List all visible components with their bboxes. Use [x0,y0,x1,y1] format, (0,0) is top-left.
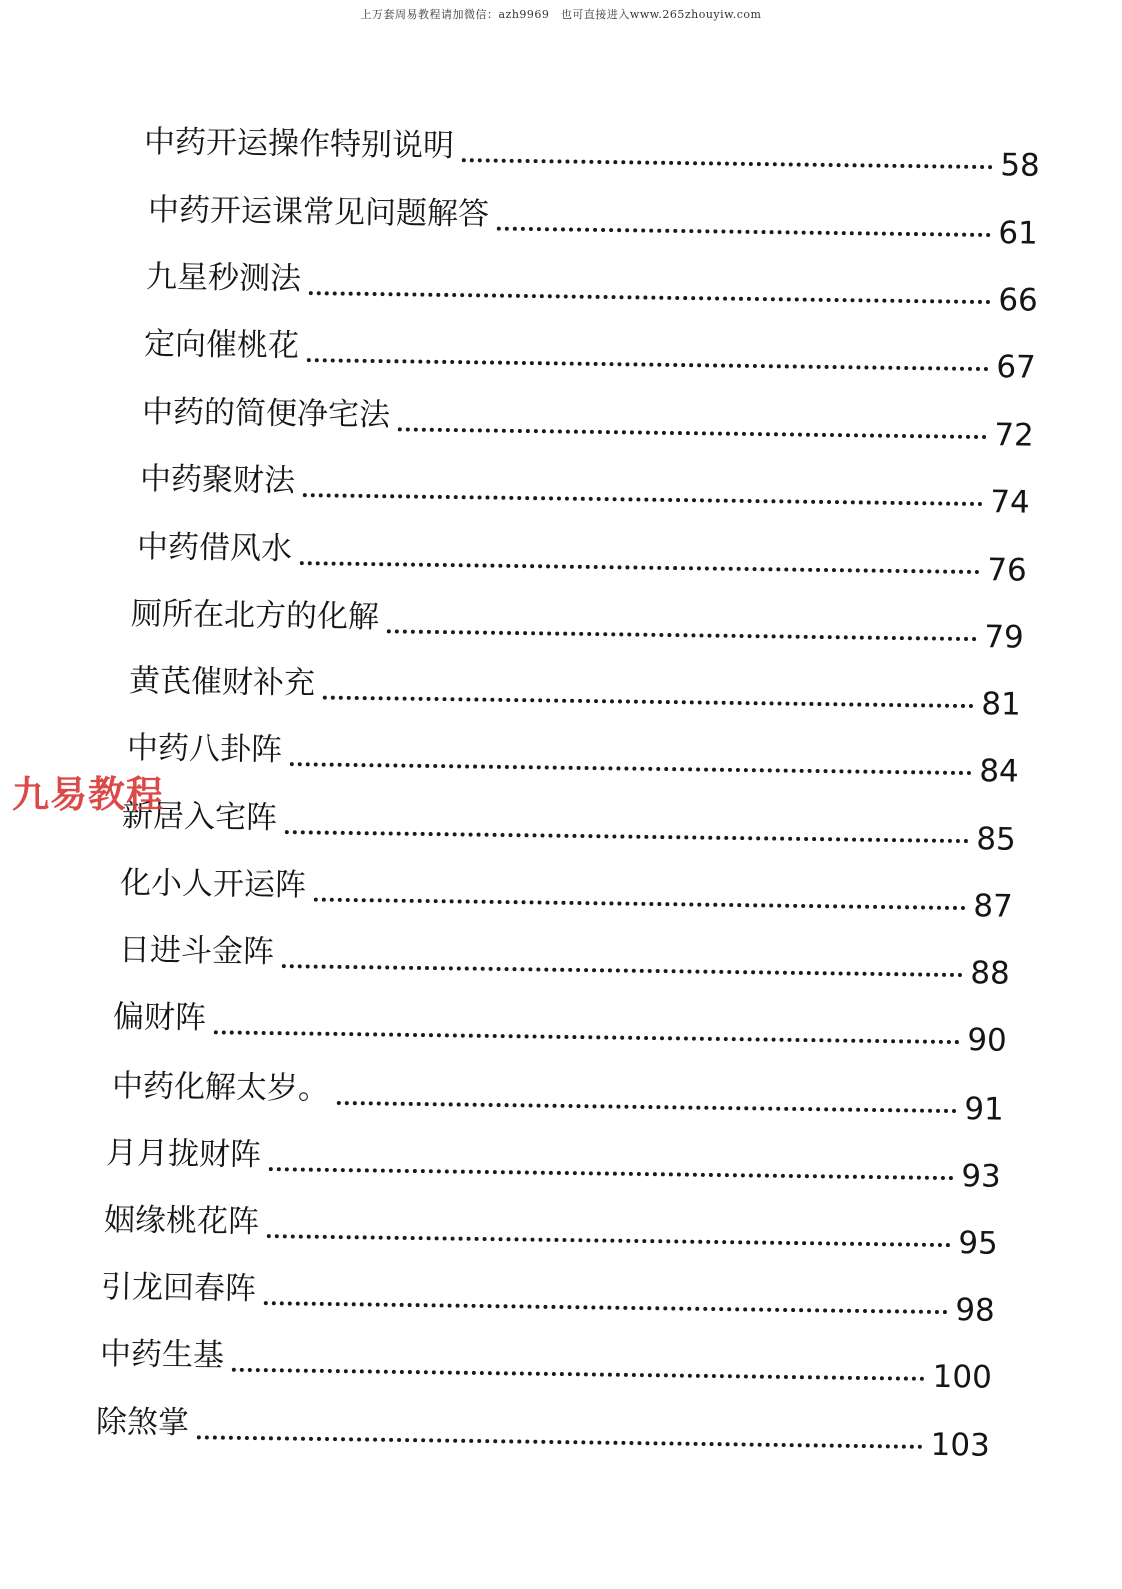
toc-dot-leader [307,358,989,371]
toc-entry-page: 72 [994,417,1035,454]
toc-entry-title: 中药聚财法 [139,461,296,500]
toc-entry-page: 90 [967,1022,1008,1059]
toc-entry [103,1200,999,1262]
toc-entry [143,122,1041,184]
toc-entry-title: 姻缘桃花阵 [103,1202,260,1241]
toc-entry-title: 定向催桃花 [143,326,300,365]
toc-dot-leader [269,1167,954,1180]
toc-entry-page: 58 [1000,147,1041,184]
toc-entry-title: 中药化解太岁。 [111,1068,330,1107]
toc-entry-page: 61 [998,215,1039,252]
toc-entry-title: 除煞掌 [95,1404,190,1442]
toc-entry-page: 84 [979,753,1020,790]
toc-entry-title: 引龙回春阵 [100,1269,257,1308]
toc-entry [145,257,1039,319]
toc-entry-title: 中药开运课常见问题解答 [147,192,490,233]
toc-entry-title: 中药借风水 [136,529,293,568]
toc-entry-title: 化小人开运阵 [119,865,307,904]
toc-entry-page: 66 [998,282,1039,319]
toc-entry [141,392,1035,454]
toc-entry-page: 85 [976,821,1017,858]
toc-entry [95,1402,991,1464]
toc-entry-page: 87 [973,888,1014,925]
toc-entry [111,1066,1005,1128]
toc-dot-leader [497,227,991,237]
toc-entry-page: 88 [970,955,1011,992]
toc-entry-title: 月月拢财阵 [105,1135,262,1174]
toc-entry [126,728,1020,790]
toc-dot-leader [214,1030,960,1044]
watermark-logo: 九易教程 [12,773,164,816]
toc-dot-leader [303,493,983,506]
toc-dot-leader [337,1101,957,1113]
toc-dot-leader [267,1234,951,1247]
page-header-note: 上万套周易教程请加微信：azh9969 也可直接进入www.265zhouyiw.com [360,8,762,21]
toc-dot-leader [282,964,963,977]
toc-entry-page: 100 [932,1358,993,1396]
toc-dot-leader [197,1435,923,1449]
toc-entry [112,997,1008,1059]
toc-dot-leader [398,427,987,439]
toc-entry [119,863,1014,925]
toc-entry [130,594,1025,656]
toc-entry-title: 新居入宅阵 [121,798,278,837]
toc-dot-leader [387,629,977,641]
toc-dot-leader [300,561,980,574]
toc-entry-title: 日进斗金阵 [118,932,275,971]
toc-entry-page: 91 [964,1091,1005,1128]
toc-entry [99,1334,993,1396]
toc-dot-leader [290,762,972,775]
toc-entry [147,190,1039,252]
toc-entry [128,661,1022,723]
toc-dot-leader [264,1301,948,1314]
toc-entry-page: 81 [981,686,1022,723]
toc-entry-title: 中药的简便净宅法 [141,394,391,434]
toc-entry-title: 厕所在北方的化解 [130,596,380,636]
toc-entry [118,930,1011,992]
toc-dot-leader [232,1368,925,1381]
toc-entry-title: 黄芪催财补充 [128,663,316,702]
toc-entry-title: 九星秒测法 [145,259,302,298]
toc-dot-leader [285,830,969,843]
toc-entry [100,1267,996,1329]
toc-entry-title: 中药开运操作特别说明 [143,124,455,165]
toc-dot-leader [462,158,993,169]
toc-entry [136,527,1028,589]
toc-entry-page: 103 [930,1426,991,1464]
toc-entry-page: 74 [990,484,1031,521]
toc-entry-page: 67 [996,349,1037,386]
toc-entry [105,1133,1002,1195]
toc-entry-title: 中药八卦阵 [126,730,283,769]
toc-entry-page: 79 [984,619,1025,656]
toc-entry-title: 中药生基 [99,1336,225,1374]
toc-entry [139,459,1031,521]
toc-entry-page: 76 [987,552,1028,589]
toc-entry [121,796,1017,858]
toc-entry [143,324,1037,386]
toc-dot-leader [323,696,974,709]
toc-dot-leader [309,291,991,304]
toc-entry-page: 98 [955,1292,996,1329]
toc-entry-page: 93 [961,1158,1002,1195]
toc-entry-title: 偏财阵 [112,999,207,1037]
toc-dot-leader [314,898,966,911]
toc-entry-page: 95 [958,1225,999,1262]
